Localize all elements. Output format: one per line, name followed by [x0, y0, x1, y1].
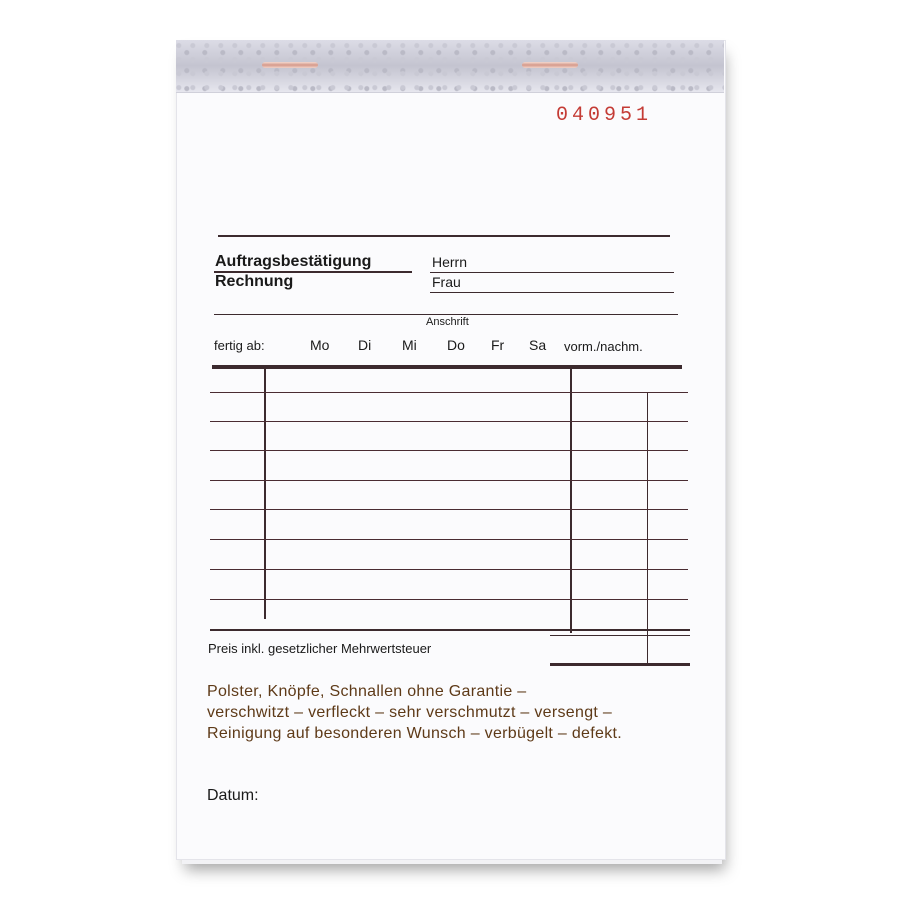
mr-label: Herrn	[432, 254, 468, 270]
staple-right	[522, 62, 578, 68]
table-row[interactable]	[210, 509, 688, 510]
disclaimer-line-3: Reinigung auf besonderen Wunsch – verbügelt – defekt.	[207, 725, 622, 742]
day-monday[interactable]: Mo	[310, 337, 330, 353]
address-label: Anschrift	[426, 316, 469, 328]
order-confirmation-label: Auftragsbestätigung	[215, 253, 372, 270]
mr-line[interactable]	[430, 272, 674, 273]
table-cents-divider	[647, 392, 648, 664]
top-rule	[218, 235, 670, 237]
disclaimer-line-2: verschwitzt – verfleckt – sehr verschmutzt – versengt –	[207, 704, 613, 721]
day-tuesday[interactable]: Di	[358, 337, 372, 353]
date-label: Datum:	[207, 787, 259, 804]
staple-left	[262, 62, 318, 68]
disclaimer-line-1: Polster, Knöpfe, Schnallen ohne Garantie –	[207, 683, 527, 700]
total-top-rule	[550, 635, 690, 636]
day-friday[interactable]: Fr	[491, 337, 505, 353]
table-row[interactable]	[210, 539, 688, 540]
table-row[interactable]	[210, 392, 688, 393]
invoice-label: Rechnung	[215, 273, 294, 290]
table-bottom-rule	[210, 629, 690, 631]
ready-from-label: fertig ab:	[214, 338, 265, 353]
day-wednesday[interactable]: Mi	[402, 337, 417, 353]
table-row[interactable]	[210, 421, 688, 422]
day-saturday[interactable]: Sa	[529, 337, 547, 353]
table-top-rule	[212, 365, 682, 369]
pad-binding-strip	[176, 40, 724, 93]
price-note: Preis inkl. gesetzlicher Mehrwertsteuer	[208, 641, 432, 656]
table-row[interactable]	[210, 450, 688, 451]
day-thursday[interactable]: Do	[447, 337, 465, 353]
serial-number: 040951	[556, 104, 653, 127]
table-row[interactable]	[210, 480, 688, 481]
total-double-rule[interactable]	[550, 663, 690, 666]
table-row[interactable]	[210, 599, 688, 600]
address-line[interactable]	[214, 314, 678, 315]
am-pm-label[interactable]: vorm./nachm.	[564, 339, 643, 354]
table-qty-divider	[264, 369, 266, 619]
table-row[interactable]	[210, 569, 688, 570]
mrs-label: Frau	[432, 274, 461, 290]
mrs-line[interactable]	[430, 292, 674, 293]
table-price-divider	[570, 369, 572, 633]
